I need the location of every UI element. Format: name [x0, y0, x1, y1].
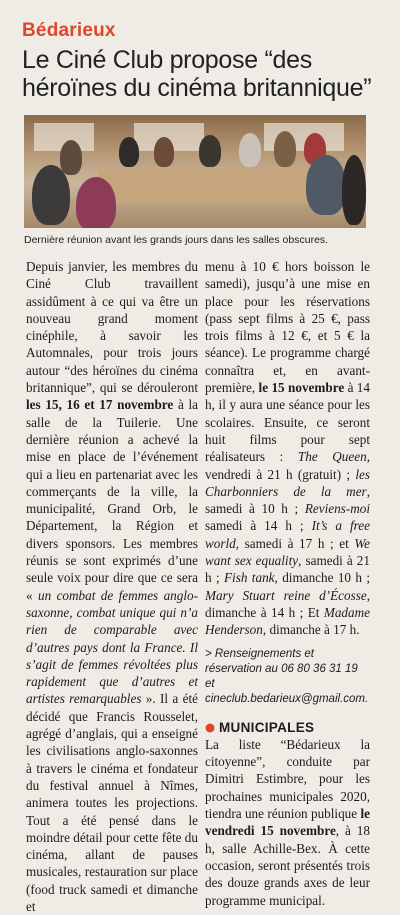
article-headline: Le Ciné Club propose “des héroïnes du cinéma britannique”	[22, 46, 372, 102]
text-run: , samedi à 10 h ;	[205, 483, 370, 517]
bullet-icon	[205, 719, 215, 736]
paragraph-program	[205, 258, 370, 639]
film-title: The Queen	[297, 449, 367, 465]
film-title: Reviens-moi	[304, 501, 370, 517]
film-title: Fish tank	[224, 570, 275, 586]
date-bold: le 15 novembre	[258, 380, 345, 396]
section-label: MUNICIPALES	[219, 719, 315, 735]
text-run: , samedi à 17 h ; et	[235, 535, 355, 551]
section-kicker: Bédarieux	[22, 20, 116, 41]
film-title: les Charbonniers de la mer	[205, 466, 370, 499]
dates-bold: les 15, 16 et 17 novembre	[26, 397, 174, 413]
text-run: , dimanche 10 h ;	[274, 570, 371, 586]
text-run: à la salle de la Tuilerie. Une dernière réunion a achevé la mise en place de l’événement qui a lieu en partenariat avec les commerçants de la ville, la municipalité, Grand Orb, le Département, la Région et divers sponsors. Les membres réunis se sont exprimés d’une seule voix pour dire que ce sera «	[26, 397, 198, 603]
text-run: samedi à 14 h ;	[205, 518, 312, 534]
text-run: , vendredi à 21 h (gratuit) ;	[205, 449, 370, 482]
paragraph-municipales	[205, 736, 370, 909]
section-heading-municipales	[205, 719, 370, 736]
photo-caption: Dernière réunion avant les grands jours dans les salles obscures.	[24, 234, 329, 246]
film-title: Mary Stuart reine d’Écosse	[205, 587, 367, 603]
text-run: , dimanche à 14 h ; Et	[205, 587, 370, 620]
text-run: , dimanche à 17 h.	[262, 622, 360, 638]
text-run: à 14 h, il y aura une séance pour les scolaires. Ensuite, ce seront huit films pour sept réalisateurs :	[205, 380, 370, 465]
date-bold: le vendredi 15 novembre	[205, 806, 370, 839]
text-run: Depuis janvier, les membres du Ciné Club travaillent assidûment à ce qui va être un nouveau grand moment cinéphile, à savoir les Automnales, pour trois jours autour “des héroïnes du cinéma britannique”, qui se dérouleront	[26, 259, 198, 396]
paragraph-main	[26, 258, 198, 915]
text-run: , samedi à 21 h ;	[205, 553, 370, 586]
contact-info: > Renseignements et réservation au 06 80 36 31 19 et cineclub.bedarieux@gmail.com.	[205, 647, 369, 705]
text-run: ». Il a été décidé que Francis Rousselet, agrégé d’anglais, qui a enseigné les civilisations anglo-saxonnes à travers le cinéma et fondateur du festival annuel à Nîmes, animera toutes les projections. Tout a été pensé dans le moindre détail pour cette fête du cinéma, allant de pauses musicales, restauration sur place (food truck samedi et dimanche et	[26, 691, 199, 914]
text-run: La liste “Bédarieux la citoyenne”, conduite par Dimitri Estimbre, pour les prochaines municipales 2020, tiendra une réunion publique	[205, 736, 370, 822]
quote-italic: un combat de femmes anglo-saxonne, combat unique qui n’a rien de comparable avec d’autres pays dont la France. Il s’agit de femmes révoltées plus rapidement que d’autres et artistes remarquables	[26, 587, 199, 707]
article-column-right	[205, 258, 370, 909]
film-title: It’s a free world	[205, 518, 371, 551]
film-title: We want sex equality	[205, 535, 370, 569]
text-run: , à 18 h, salle Achille-Bex. À cette occasion, seront présentés trois des douze grands axes de leur programme municipal.	[205, 823, 370, 908]
article-photo	[24, 115, 366, 228]
article-column-left	[26, 258, 198, 915]
text-run: menu à 10 € hors boisson le samedi), jusqu’à une mise en place pour les réservations (pass sept films à 25 €, pass trois films à 12 €, et 5 € la séance). Le programme chargé connaîtra et, en avant-première,	[205, 259, 370, 396]
film-title: Madame Henderson	[205, 604, 370, 638]
